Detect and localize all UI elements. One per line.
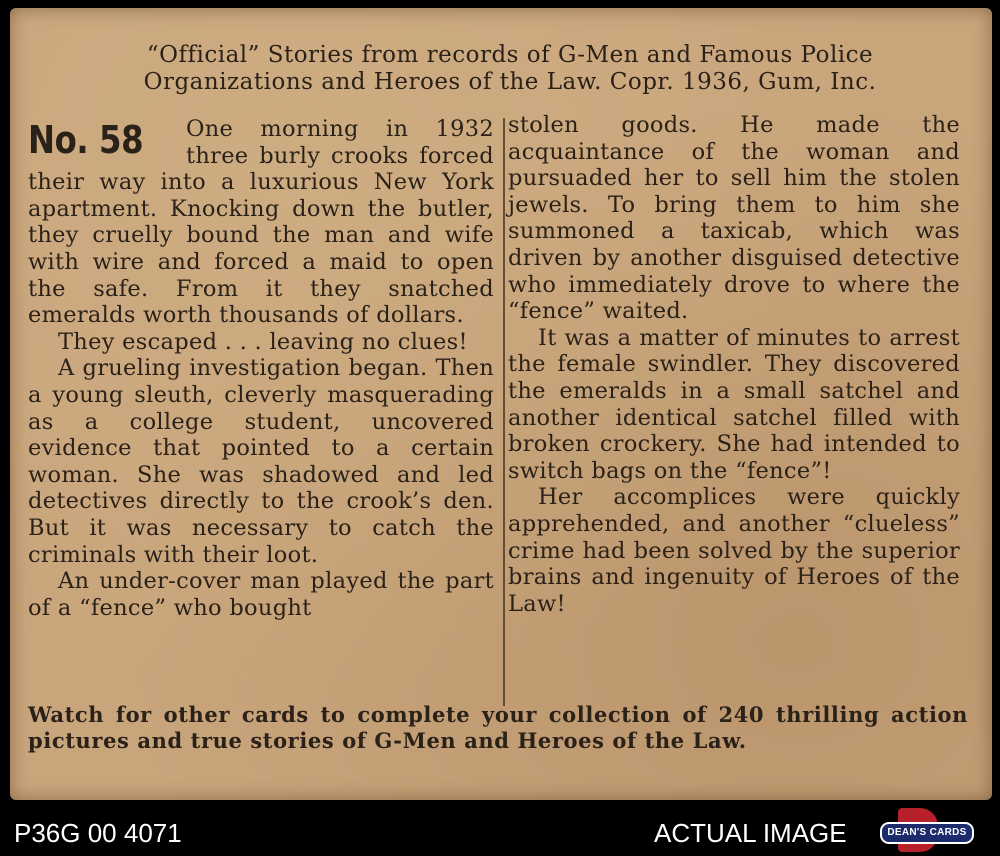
card-number: No. 58 <box>28 118 144 162</box>
actual-image-label: ACTUAL IMAGE <box>654 818 847 848</box>
logo-badge-text: DEAN'S CARDS <box>880 822 974 844</box>
story-paragraph: It was a matter of minutes to arrest the female swindler. They discovered the emeralds in a small satchel and another identical satchel filled with broken crockery. She had intended to switch bags on the “fence”! <box>508 324 960 484</box>
certification-id: P36G 00 4071 <box>14 818 182 848</box>
story-paragraph: A grueling investigation began. Then a young sleuth, cleverly masquerading as a college student, uncovered evidence that pointed to a certain woman. She was shadowed and led detectives directly to the crook’s den. But it was necessary to catch the criminals with their loot. <box>28 355 494 568</box>
story-paragraph: They escaped . . . leaving no clues! <box>58 328 468 355</box>
header-line-2: Organizations and Heroes of the Law. Copr. 1936, Gum, Inc. <box>143 69 877 95</box>
story-right-column <box>508 112 960 617</box>
trading-card-back <box>10 8 992 800</box>
story-paragraph: stolen goods. He made the acquaintance of the woman and pursuaded her to sell him the stolen jewels. To bring them to him she summoned a taxicab, which was driven by another disguised detective who immediately drove to where the “fence” waited. <box>508 112 960 325</box>
collection-footer: Watch for other cards to complete your collection of 240 thrilling action pictures and true stories of G-Men and Heroes of the Law. <box>28 702 968 753</box>
story-paragraph: An under-cover man played the part of a “fence” who bought <box>28 568 494 621</box>
story-left-column <box>28 116 494 621</box>
header-line-1: “Official” Stories from records of G-Men and Famous Police <box>146 42 874 68</box>
column-divider <box>503 118 505 706</box>
story-paragraph: Her accomplices were quickly apprehended, and another “clueless” crime had been solved by the superior brains and ingenuity of Heroes of the Law! <box>508 484 960 617</box>
card-header <box>70 42 950 96</box>
story-paragraph: One morning in 1932 three burly crooks forced their way into a luxurious New York apartment. Knocking down the butler, they cruelly bound the man and wife with wire and forced a maid to open the safe. From it they snatched emeralds worth thousands of dollars. <box>28 116 494 329</box>
deans-cards-logo-icon <box>878 808 974 852</box>
